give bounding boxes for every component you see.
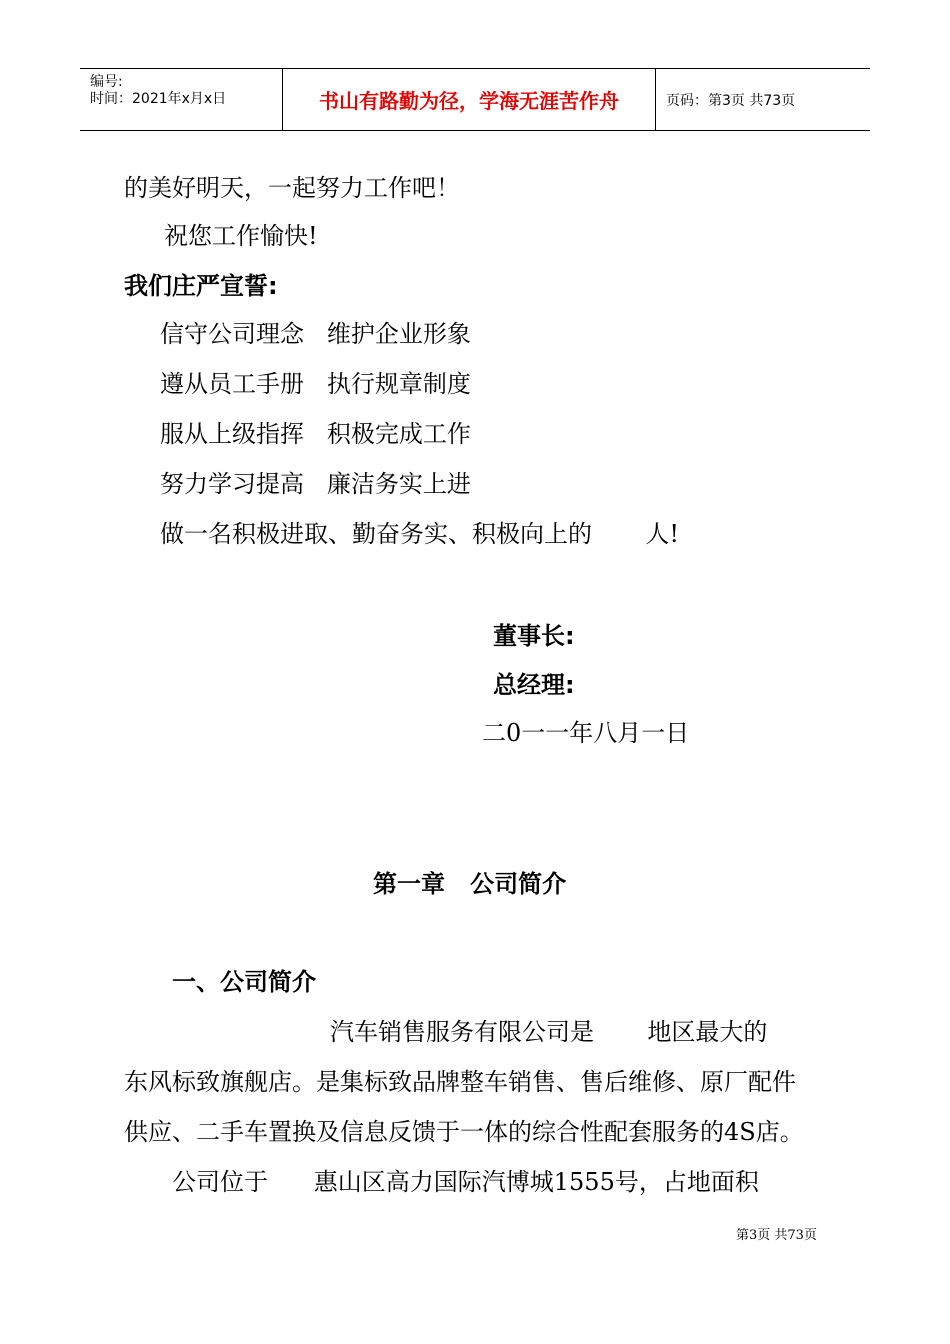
oath-line: 服从上级指挥 积极完成工作: [160, 420, 471, 448]
oath-line: 遵从员工手册 执行规章制度: [160, 370, 471, 398]
header-motto: 书山有路勤为径，学海无涯苦作舟: [282, 69, 656, 130]
oath-line: 努力学习提高 廉洁务实上进: [160, 470, 471, 498]
header-time-label: 时间：2021年x月x日: [90, 91, 227, 107]
oath-heading: 我们庄严宣誓:: [124, 272, 278, 300]
section-title: 一、公司简介: [172, 968, 316, 996]
paragraph-line: 东风标致旗舰店。是集标致品牌整车销售、售后维修、原厂配件: [124, 1068, 796, 1096]
body-line-2: 祝您工作愉快!: [164, 222, 318, 250]
header-left-cell: [80, 69, 282, 130]
chairman-label: 董事长:: [493, 622, 575, 650]
oath-line: 信守公司理念 维护企业形象: [160, 320, 471, 348]
paragraph-line: 汽车销售服务有限公司是 地区最大的: [330, 1018, 768, 1046]
signature-date: 二0一一年八月一日: [482, 719, 690, 747]
header-page-label: 页码：第3页 共73页: [666, 92, 796, 109]
page-header: [80, 68, 870, 131]
oath-line: 做一名积极进取、勤奋务实、积极向上的 人!: [160, 520, 680, 548]
general-manager-label: 总经理:: [493, 671, 575, 699]
chapter-title: 第一章 公司简介: [373, 870, 567, 898]
page-footer: 第3页 共73页: [736, 1228, 817, 1243]
header-number-label: 编号:: [90, 74, 123, 90]
body-line-1: 的美好明天，一起努力工作吧！: [124, 174, 460, 202]
paragraph-line: 公司位于 惠山区高力国际汽博城1555号，占地面积: [172, 1168, 759, 1196]
paragraph-line: 供应、二手车置换及信息反馈于一体的综合性配套服务的4S店。: [124, 1118, 804, 1146]
